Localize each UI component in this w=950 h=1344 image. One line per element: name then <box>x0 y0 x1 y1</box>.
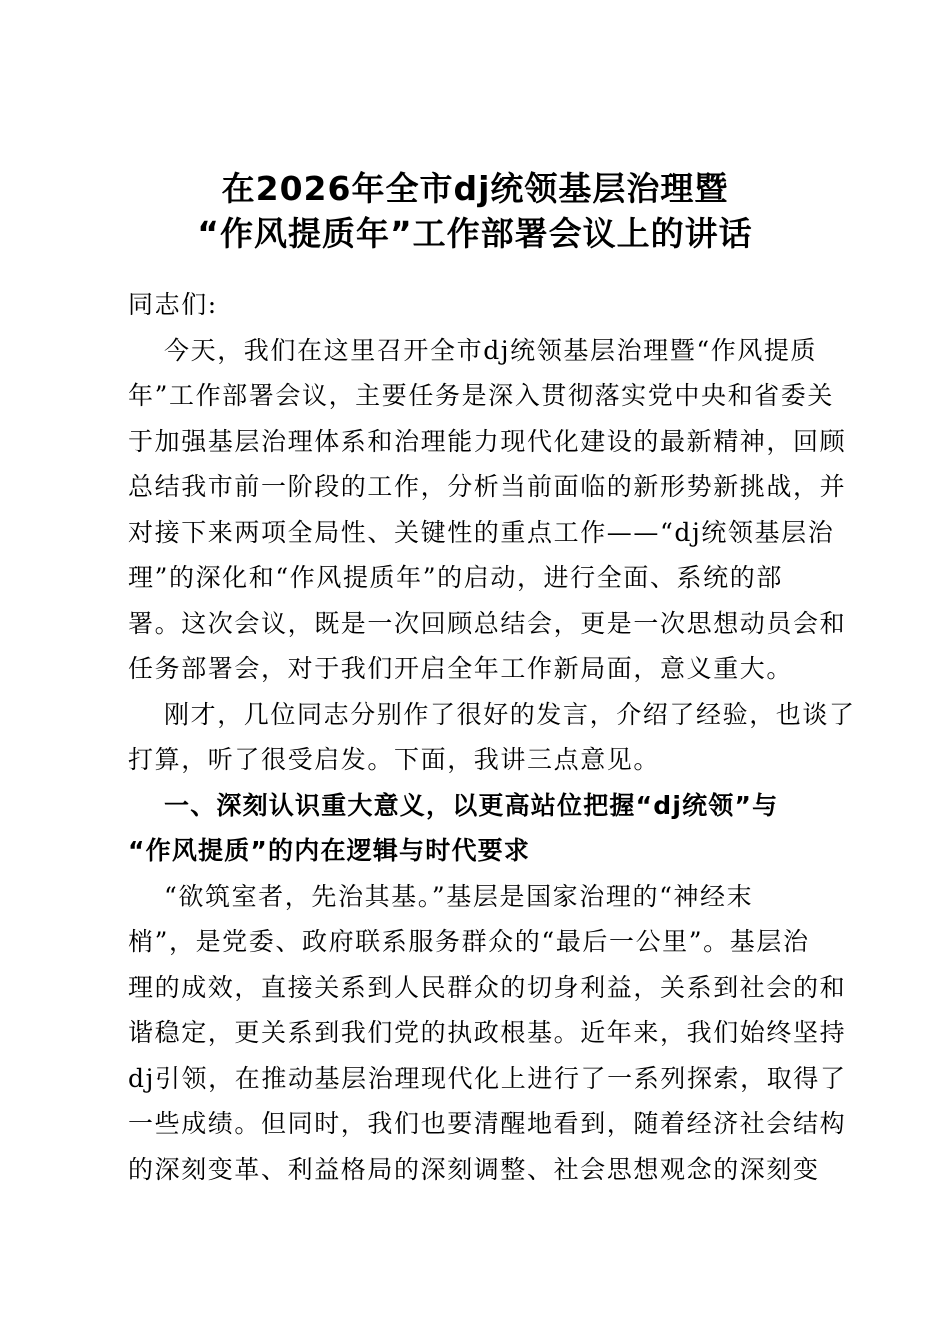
paragraph-1-line-7: 署。这次会议，既是一次回顾总结会，更是一次思想动员会和 <box>128 609 847 638</box>
paragraph-2-line-1: 刚才，几位同志分别作了很好的发言，介绍了经验，也谈了 <box>164 700 856 729</box>
paragraph-3-line-4: 谐稳定，更关系到我们党的执政根基。近年来，我们始终坚持 <box>128 1018 847 1047</box>
section-heading-1-line-2: “作风提质”的内在逻辑与时代要求 <box>128 836 531 865</box>
paragraph-3-line-5: dj引领，在推动基层治理现代化上进行了一系列探索，取得了 <box>128 1064 847 1093</box>
paragraph-1-line-8: 任务部署会，对于我们开启全年工作新局面，意义重大。 <box>128 654 794 683</box>
title-line-1: 在2026年全市dj统领基层治理暨 <box>221 169 729 208</box>
paragraph-1-line-2: 年”工作部署会议，主要任务是深入贯彻落实党中央和省委关 <box>128 381 834 410</box>
paragraph-3-line-6: 一些成绩。但同时，我们也要清醒地看到，随着经济社会结构 <box>128 1109 847 1138</box>
paragraph-3-line-1: “欲筑室者，先治其基。”基层是国家治理的“神经末 <box>164 882 754 911</box>
paragraph-1-line-6: 理”的深化和“作风提质年”的启动，进行全面、系统的部 <box>128 563 783 592</box>
salutation: 同志们: <box>128 290 218 319</box>
paragraph-1-line-1: 今天，我们在这里召开全市dj统领基层治理暨“作风提质 <box>164 336 818 365</box>
paragraph-1-line-4: 总结我市前一阶段的工作，分析当前面临的新形势新挑战，并 <box>128 472 847 501</box>
title-line-2: “作风提质年”工作部署会议上的讲话 <box>197 214 753 253</box>
paragraph-3-line-7: 的深刻变革、利益格局的深刻调整、社会思想观念的深刻变 <box>128 1155 820 1184</box>
paragraph-3-line-3: 理的成效，直接关系到人民群众的切身利益，关系到社会的和 <box>128 973 847 1002</box>
section-heading-1-line-1: 一、深刻认识重大意义，以更高站位把握“dj统领”与 <box>164 791 779 820</box>
paragraph-1-line-3: 于加强基层治理体系和治理能力现代化建设的最新精神，回顾 <box>128 427 847 456</box>
paragraph-1-line-5: 对接下来两项全局性、关键性的重点工作——“dj统领基层治 <box>128 518 835 547</box>
paragraph-3-line-2: 梢”，是党委、政府联系服务群众的“最后一公里”。基层治 <box>128 927 810 956</box>
document-title <box>0 166 950 256</box>
paragraph-2-line-2: 打算，听了很受启发。下面，我讲三点意见。 <box>128 745 661 774</box>
